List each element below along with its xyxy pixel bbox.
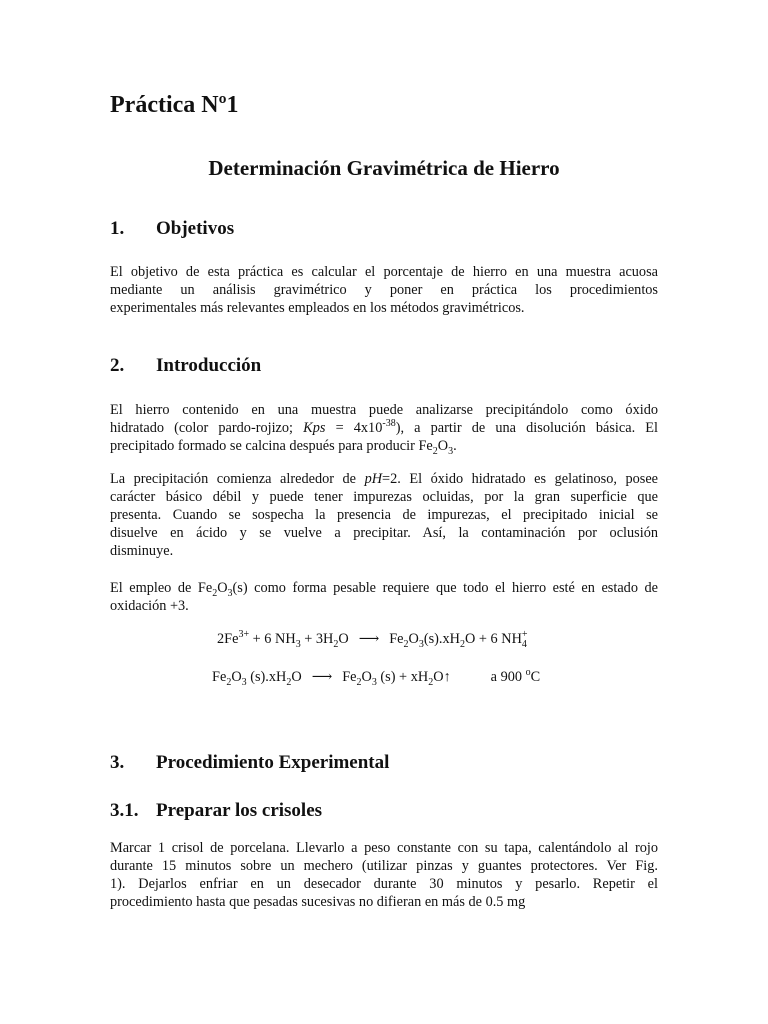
- text-fragment: .: [453, 438, 457, 454]
- reaction-equation-1: [217, 630, 528, 648]
- subscript: 2: [333, 638, 339, 650]
- superscript: +: [521, 629, 528, 641]
- text-line: El objetivo de esta práctica es calcular el porcentaje de hierro en una muestra acuosa: [110, 264, 658, 280]
- section-number: 1.: [110, 218, 125, 239]
- eq-part: + 3H: [300, 631, 334, 647]
- section-heading-objetivos: [110, 218, 234, 240]
- eq-part: (s).xH: [246, 669, 287, 685]
- eq-part: + 6 NH: [249, 631, 296, 647]
- section-number: 2.: [110, 355, 125, 376]
- paragraph-crisoles: [110, 839, 658, 911]
- text-line: El hierro contenido en una muestra puede analizarse precipitándolo como óxido: [110, 402, 658, 418]
- superscript: 3+: [238, 629, 250, 641]
- subscript: 2: [428, 676, 434, 688]
- subscript: 2: [403, 638, 409, 650]
- text-line: mediante un análisis gravimétrico y poner en práctica los procedimientos: [110, 282, 658, 298]
- text-line: oxidación +3.: [110, 598, 189, 614]
- section-heading-procedimiento: [110, 752, 389, 774]
- text-fragment: O: [217, 580, 228, 596]
- subscript: 3: [418, 638, 424, 650]
- text-line: disminuye.: [110, 543, 174, 559]
- section-number: 3.1.: [110, 800, 139, 821]
- subscript: 2: [432, 445, 438, 457]
- reaction-condition-unit: C: [530, 669, 541, 685]
- text-line: [110, 419, 658, 437]
- eq-part: O: [408, 631, 419, 647]
- reaction-equation-2: [212, 668, 540, 686]
- eq-part: (s) + xH: [376, 669, 429, 685]
- subsection-heading-crisoles: [110, 800, 322, 822]
- subscript: 3: [295, 638, 301, 650]
- paragraph-intro-3: [110, 579, 658, 615]
- subscript: 2: [356, 676, 362, 688]
- section-title: Introducción: [156, 355, 262, 376]
- ph-symbol: pH: [364, 471, 383, 487]
- eq-part: O: [338, 631, 349, 647]
- text-line: experimentales más relevantes empleados en los métodos gravimétricos.: [110, 300, 525, 316]
- page-subtitle: Determinación Gravimétrica de Hierro: [208, 156, 560, 180]
- eq-part: (s).xH: [423, 631, 460, 647]
- eq-part: O: [361, 669, 372, 685]
- subscript: 3: [371, 676, 377, 688]
- reaction-arrow: ⟶: [311, 669, 333, 685]
- text-line: 1). Dejarlos enfriar en un desecador durante 30 minutos y pesarlo. Repetir el: [110, 876, 658, 892]
- eq-part: O↑: [433, 669, 451, 685]
- kps-symbol: Kps: [303, 420, 326, 436]
- text-line: carácter básico débil y puede tener impurezas ocluidas, por la gran superficie que: [110, 489, 658, 505]
- text-line: presenta. Cuando se sospecha la presencia de impurezas, el precipitado inicial se: [110, 507, 658, 523]
- text-fragment: = 4x10: [335, 420, 383, 436]
- eq-part: Fe: [212, 669, 227, 685]
- text-line: procedimiento hasta que pesadas sucesivas no difieran en más de 0.5 mg: [110, 894, 526, 910]
- subscript: 3: [241, 676, 247, 688]
- text-fragment: ), a partir de una disolución básica. El: [395, 420, 658, 436]
- text-fragment: El empleo de Fe: [110, 580, 213, 596]
- text-line: [110, 437, 658, 455]
- exponent: -38: [382, 418, 396, 430]
- subscript: 2: [226, 676, 232, 688]
- eq-part: Fe: [389, 631, 404, 647]
- eq-part: O: [291, 669, 302, 685]
- reaction-arrow: ⟶: [358, 631, 380, 647]
- text-line: disuelve en ácido y se vuelve a precipitar. Así, la contaminación por oclusión: [110, 525, 658, 541]
- subscript: 2: [459, 638, 465, 650]
- text-fragment: =2. El óxido hidratado es gelatinoso, posee: [382, 471, 659, 487]
- eq-part: 2Fe: [217, 631, 239, 647]
- text-fragment: La precipitación comienza alrededor de: [110, 471, 357, 487]
- paragraph-intro-1: [110, 401, 658, 455]
- text-fragment: hidratado (color pardo-rojizo;: [110, 420, 294, 436]
- text-line: [110, 470, 658, 488]
- section-title: Objetivos: [156, 218, 235, 239]
- text-fragment: precipitado formado se calcina después para producir Fe: [110, 438, 433, 454]
- paragraph-objetivos: [110, 263, 658, 317]
- text-line: [110, 579, 658, 597]
- section-title: Procedimiento Experimental: [156, 752, 390, 773]
- page-title: Práctica Nº1: [110, 92, 239, 118]
- section-title: Preparar los crisoles: [156, 800, 323, 821]
- section-number: 3.: [110, 752, 125, 773]
- subscript: 2: [212, 587, 218, 599]
- section-heading-introduccion: [110, 355, 261, 377]
- text-line: Marcar 1 crisol de porcelana. Llevarlo a peso constante con su tapa, calentándolo al rojo: [110, 840, 658, 856]
- text-line: durante 15 minutos sobre un mechero (utilizar pinzas y guantes protectores. Ver Fig.: [110, 858, 658, 874]
- reaction-condition: a 900: [490, 669, 526, 685]
- subscript: 2: [286, 676, 292, 688]
- degree-symbol: o: [525, 667, 531, 679]
- text-fragment: (s) como forma pesable requiere que todo el hierro esté en estado de: [232, 580, 658, 596]
- text-fragment: O: [437, 438, 449, 454]
- subscript: 4: [521, 638, 527, 650]
- subscript: 3: [227, 587, 233, 599]
- eq-part: O: [231, 669, 242, 685]
- eq-part: O + 6 NH: [464, 631, 522, 647]
- paragraph-intro-2: [110, 470, 658, 560]
- subscript: 3: [448, 445, 454, 457]
- eq-part: Fe: [342, 669, 357, 685]
